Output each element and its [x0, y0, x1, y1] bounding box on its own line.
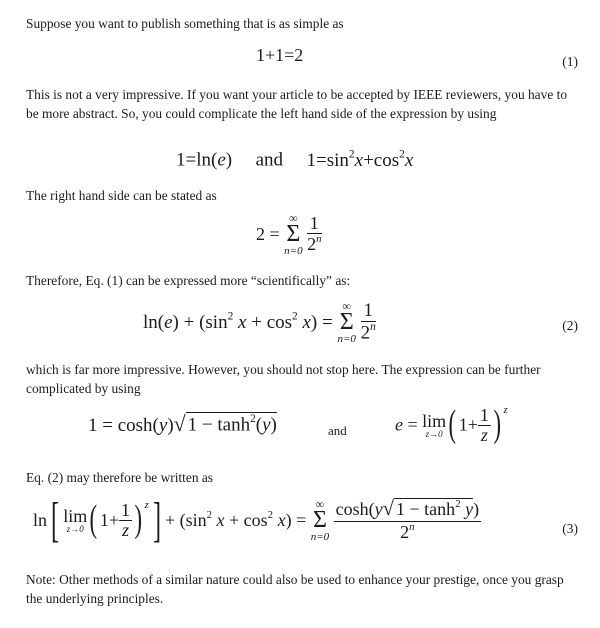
paragraph-rhs: The right hand side can be stated as: [26, 188, 217, 203]
one-over-z-fraction-2: $\frac{1}{z}$: [120, 499, 130, 540]
equation-2: $\ln(e) + (\sin^2$ $x + \cos^2 x$) = ∞ Σ n=0 $\frac{1}{2^n}$: [143, 299, 376, 345]
sum-symbol-3: ∞ Σ n=0: [310, 497, 330, 543]
trig-identity: $1=\sin^2x+\cos^2x$: [306, 148, 414, 171]
cosh-series-fraction: $\frac{\cosh(y√ 1 - \tanh^2 y)}{2^n}$: [335, 498, 480, 543]
paragraph-abstract: This is not a very impressive. If you want your article to be accepted by IEEE reviewers, you have to be more abstract. So, you could complicate the left hand side of the expression by using: [26, 87, 568, 121]
series-fraction: $\frac{1}{2^n}$: [307, 213, 322, 255]
cosh-identity: 1 = cosh(y)√ $1 - \tanh^2(y)$: [88, 412, 277, 436]
and-word-2: and: [328, 423, 347, 438]
ln-identity: 1=ln(e): [176, 149, 233, 171]
sum-symbol: ∞ Σ n=0: [284, 211, 303, 257]
one-over-z-fraction: $\frac{1}{z}$: [479, 404, 489, 445]
equation-number-1: (1): [562, 54, 578, 69]
series-fraction-2: $\frac{1}{2^n}$: [360, 300, 376, 344]
equation-1: 1+1=2: [256, 45, 304, 65]
paragraph-eq2-written: Eq. (2) may therefore be written as: [26, 470, 214, 485]
limit-operator: lim z→0: [422, 410, 447, 439]
sum-symbol-2: ∞ Σ n=0: [337, 299, 356, 345]
identities-equation: [176, 148, 413, 172]
paragraph-intro: Suppose you want to publish something that is as simple as: [26, 16, 344, 31]
equation-number-3: (3): [562, 521, 578, 536]
paragraph-therefore: Therefore, Eq. (1) can be expressed more “scientifically” as:: [26, 273, 351, 288]
paragraph-impressive: which is far more impressive. However, you should not stop here. The expression can be further complicated by using: [26, 362, 541, 396]
limit-operator-2: lim z→0: [63, 505, 88, 534]
equation-number-2: (2): [562, 318, 578, 333]
paragraph-note: Note: Other methods of a similar nature could also be used to enhance your prestige, once you grasp the underlying principles.: [26, 572, 564, 606]
limit-identity: e = lim z→0 ( 1+ $\frac{1}{z}$ ) $^z$: [395, 403, 508, 446]
equation-3: ln[ lim z→0 ( 1+ $\frac{1}{z}$ ) $^z] + (\sin^2$ $x + \cos^2 x$) = ∞ Σ n=0 $\frac{\cosh(y√ 1 - \tanh^2 y)}{2^n}$: [33, 493, 480, 547]
and-word-1: and: [255, 149, 284, 171]
series-equation: 2 = ∞ Σ n=0 $\frac{1}{2^n}$: [256, 211, 322, 257]
